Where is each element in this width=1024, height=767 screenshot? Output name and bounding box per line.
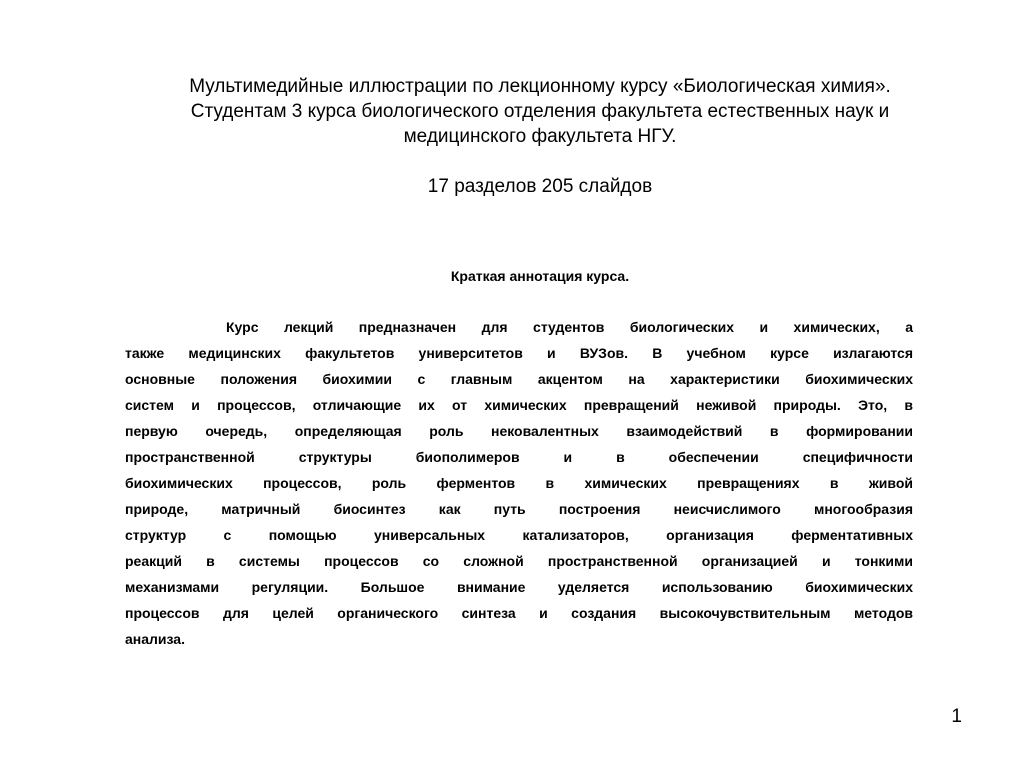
annotation-line: анализа.	[125, 631, 185, 647]
annotation-line: структур с помощью универсальных катализаторов, организация ферментативных	[125, 527, 913, 543]
annotation-line: механизмами регуляции. Большое внимание уделяется использованию биохимических	[125, 579, 913, 595]
annotation-line: биохимических процессов, роль ферментов в химических превращениях в живой	[125, 475, 913, 491]
annotation-line: систем и процессов, отличающие их от химических превращений неживой природы. Это, в	[125, 397, 913, 413]
page-number: 1	[951, 706, 962, 727]
annotation-line: реакций в системы процессов со сложной пространственной организацией и тонкими	[125, 553, 913, 569]
slide-title	[160, 74, 920, 149]
title-line: Студентам 3 курса биологического отделения факультета естественных наук и	[190, 101, 890, 122]
annotation-line: пространственной структуры биополимеров и в обеспечении специфичности	[125, 449, 913, 465]
annotation-body	[125, 314, 913, 652]
slide-subtitle: 17 разделов 205 слайдов	[427, 176, 653, 197]
title-line: Мультимедийные иллюстрации по лекционному курсу «Биологическая химия».	[189, 76, 891, 97]
annotation-line: первую очередь, определяющая роль нековалентных взаимодействий в формировании	[125, 423, 913, 439]
title-line: медицинского факультета НГУ.	[403, 126, 677, 147]
annotation-line: Курс лекций предназначен для студентов биологических и химических, а	[226, 319, 913, 335]
annotation-line: также медицинских факультетов университетов и ВУЗов. В учебном курсе излагаются	[125, 345, 913, 361]
annotation-line: природе, матричный биосинтез как путь построения неисчислимого многообразия	[125, 501, 913, 517]
annotation-line: основные положения биохимии с главным акцентом на характеристики биохимических	[125, 371, 913, 387]
annotation-line: процессов для целей органического синтеза и создания высокочувствительным методов	[125, 605, 913, 621]
annotation-heading: Краткая аннотация курса.	[450, 268, 630, 284]
